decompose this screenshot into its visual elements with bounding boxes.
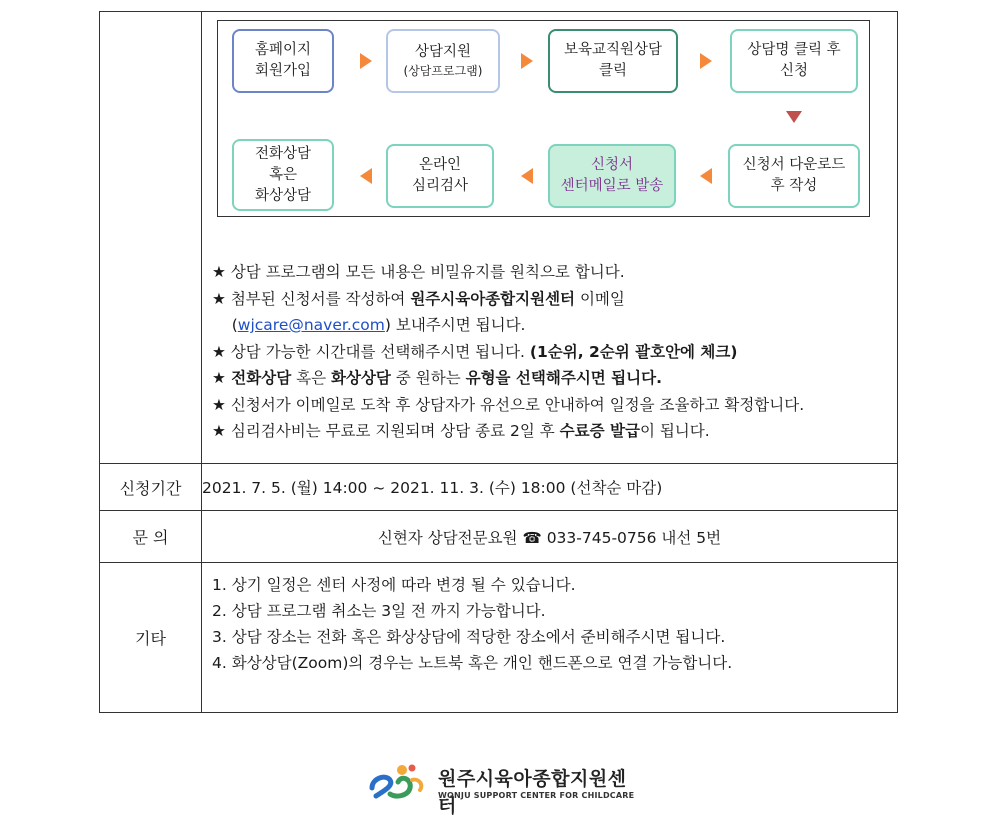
- flow-diagram: [217, 20, 870, 217]
- flow-step-signup: 홈페이지 회원가입: [232, 29, 334, 93]
- program-info-table: [99, 11, 898, 713]
- org-english-name: WONJU SUPPORT CENTER FOR CHILDCARE: [438, 791, 635, 800]
- flow-step-counseling-support: 상담지원 (상담프로그램): [386, 29, 500, 93]
- misc-cell: [202, 563, 898, 713]
- flow-step-click-apply: 상담명 클릭 후 신청: [730, 29, 858, 93]
- arrow-left-icon: [521, 168, 533, 184]
- arrow-left-icon: [360, 168, 372, 184]
- flow-step-phone-video: 전화상담 혹은 화상상담: [232, 139, 334, 211]
- logo-icon: [368, 760, 430, 802]
- email-link[interactable]: wjcare@naver.com: [237, 316, 385, 334]
- arrow-left-icon: [700, 168, 712, 184]
- note-item: ★ 상담 프로그램의 모든 내용은 비밀유지를 원칙으로 합니다.: [212, 263, 625, 281]
- arrow-right-icon: [521, 53, 533, 69]
- arrow-right-icon: [360, 53, 372, 69]
- period-label: 신청기간: [100, 464, 202, 511]
- note-item: ★ 상담 가능한 시간대를 선택해주시면 됩니다. (1순위, 2순위 괄호안에 체크): [212, 342, 738, 361]
- note-item: ★ 전화상담 혹은 화상상담 중 원하는 유형을 선택해주시면 됩니다.: [212, 369, 662, 387]
- org-name: 원주시육아종합지원센터: [438, 768, 627, 817]
- flow-step-staff-counseling: 보육교직원상담 클릭: [548, 29, 678, 93]
- misc-item: 1. 상기 일정은 센터 사정에 따라 변경 될 수 있습니다.: [212, 576, 576, 594]
- flow-and-notes-cell: [202, 12, 898, 464]
- note-item: ★ 첨부된 신청서를 작성하여 원주시육아종합지원센터 이메일 (wjcare@naver.com) 보내주시면 됩니다.: [212, 289, 625, 334]
- contact-value: 신현자 상담전문요원 ☎ 033-745-0756 내선 5번: [202, 511, 898, 563]
- misc-item: 3. 상담 장소는 전화 혹은 화상상담에 적당한 장소에서 준비해주시면 됩니다.: [212, 628, 726, 646]
- flow-step-online-test: 온라인 심리검사: [386, 144, 494, 208]
- misc-label: 기타: [100, 563, 202, 713]
- arrow-down-icon: [786, 111, 802, 123]
- arrow-right-icon: [700, 53, 712, 69]
- misc-item: 4. 화상상담(Zoom)의 경우는 노트북 혹은 개인 핸드폰으로 연결 가능합니다.: [212, 654, 733, 672]
- note-item: ★ 신청서가 이메일로 도착 후 상담자가 유선으로 안내하여 일정을 조율하고 확정합니다.: [212, 395, 805, 414]
- contact-label: 문 의: [100, 511, 202, 563]
- misc-item: 2. 상담 프로그램 취소는 3일 전 까지 가능합니다.: [212, 602, 546, 620]
- center-logo: [368, 760, 638, 817]
- flow-step-send-form: 신청서 센터메일로 발송: [548, 144, 676, 208]
- flow-step-download-form: 신청서 다운로드 후 작성: [728, 144, 860, 208]
- empty-label-cell: [100, 12, 202, 464]
- notes-list: [212, 259, 892, 445]
- period-value: 2021. 7. 5. (월) 14:00 ~ 2021. 11. 3. (수) 18:00 (선착순 마감): [202, 464, 898, 511]
- note-item: ★ 심리검사비는 무료로 지원되며 상담 종료 2일 후 수료증 발급이 됩니다.: [212, 422, 710, 440]
